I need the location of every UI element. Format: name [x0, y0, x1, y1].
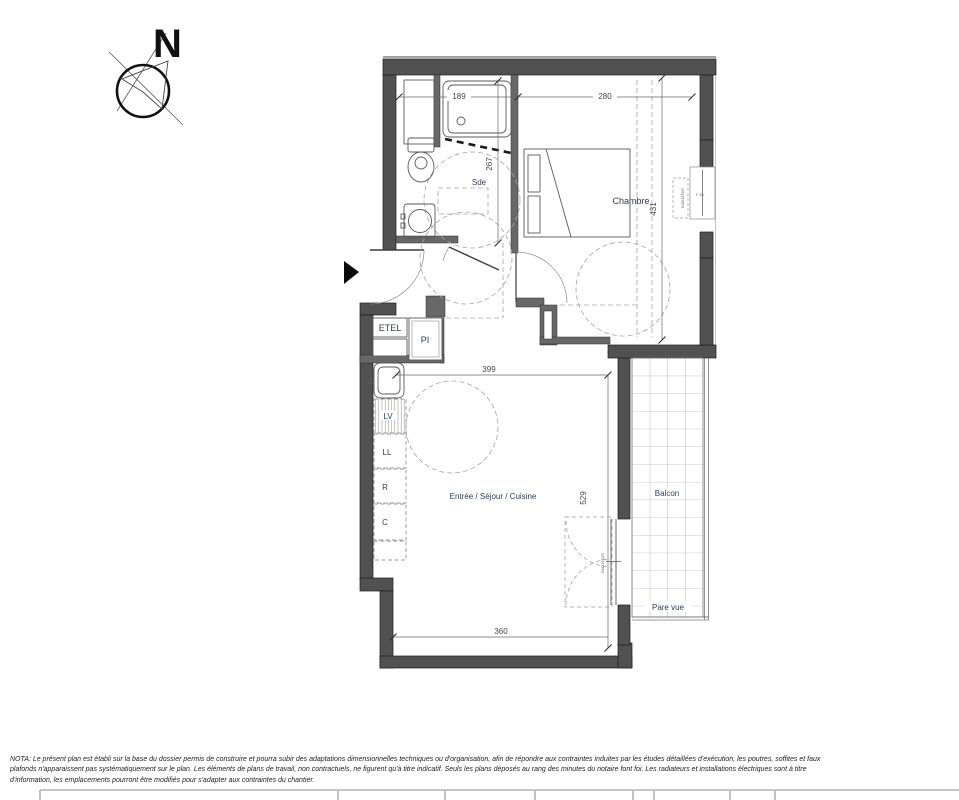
- etel-label: ETEL: [378, 323, 402, 333]
- washbasin: [401, 204, 435, 238]
- balcony-french-door: [565, 517, 621, 607]
- chambre-label: Chambre: [612, 196, 650, 206]
- entrance-arrow-icon: [344, 261, 359, 284]
- chambre-door: [516, 252, 567, 303]
- dim-267: 267: [485, 157, 494, 171]
- compass-circle: [117, 65, 169, 117]
- sde-door: [443, 247, 499, 270]
- chambre-window: [673, 167, 715, 219]
- north-compass: [109, 22, 183, 125]
- shower-tray: [443, 81, 511, 137]
- kitchen-column: [369, 363, 407, 560]
- nota-line-2: plafonds n'apparaissent pas systématiquement sur le plan. Les éléments de plans de travail, non contractuels, ne figurent qu'à titre indicatif. Seuls les plans déposés au rang des minutes du notaire font foi. Les radiateurs et installations électriques sont à titre: [10, 766, 807, 774]
- dim-529: 529: [579, 491, 588, 505]
- dim-399: 399: [482, 365, 496, 374]
- bed: [524, 149, 630, 237]
- radiator-chambre-label: RADIATEUR: [681, 188, 685, 208]
- cooker-label: C: [382, 518, 388, 527]
- lv-label: LV: [383, 412, 393, 421]
- slope-line: [445, 139, 511, 153]
- nota-line-3: d'information, les emplacements pourront être modifiés pour s'adapter aux contraintes du chantier.: [10, 776, 315, 784]
- turning-circle-sejour: [406, 381, 498, 473]
- dim-189: 189: [452, 92, 466, 101]
- duct-shaft: [404, 80, 434, 144]
- balcon-label: Balcon: [654, 489, 680, 498]
- ll-label: LL: [382, 448, 392, 457]
- doors: [370, 247, 621, 607]
- sejour-label: Entrée / Séjour / Cuisine: [449, 492, 537, 501]
- dim-431: 431: [649, 202, 658, 216]
- sde-label: Sde: [471, 178, 487, 187]
- counter-box: [374, 541, 406, 560]
- pare-vue-label: Pare vue: [651, 603, 685, 612]
- nota-line-1: NOTA: Le présent plan est établi sur la base du dossier permis de construire et pourra subir des adaptations dimensionnelles techniques ou d'organisation, afin de répondre aux contraintes induites par les études détaillées d'exécution, les poutres, soffites et faux: [10, 756, 821, 763]
- north-label: N: [153, 22, 182, 66]
- nota-paragraph: [10, 755, 955, 786]
- balcony: [632, 358, 709, 620]
- radiator-sejour-label: RADIATEUR: [601, 553, 605, 573]
- refrigerator-label: R: [382, 483, 388, 492]
- entrance-door: [370, 250, 424, 304]
- structural-column: [426, 296, 445, 317]
- closet-zone: [560, 80, 652, 337]
- window-fav-label: F AV: [696, 192, 705, 197]
- title-block-border: [40, 790, 959, 800]
- shower-zone: [438, 188, 488, 214]
- pi-label: PI: [420, 335, 430, 345]
- dim-360: 360: [494, 627, 508, 636]
- fridge-box: [374, 469, 406, 503]
- dim-280: 280: [598, 92, 612, 101]
- duct-slot: [544, 311, 552, 339]
- turning-circle-chambre: [576, 242, 670, 336]
- cooker-box: [374, 504, 406, 540]
- entry-closet: [373, 318, 442, 360]
- kitchen-sink: [369, 363, 405, 398]
- toilet: [408, 138, 434, 182]
